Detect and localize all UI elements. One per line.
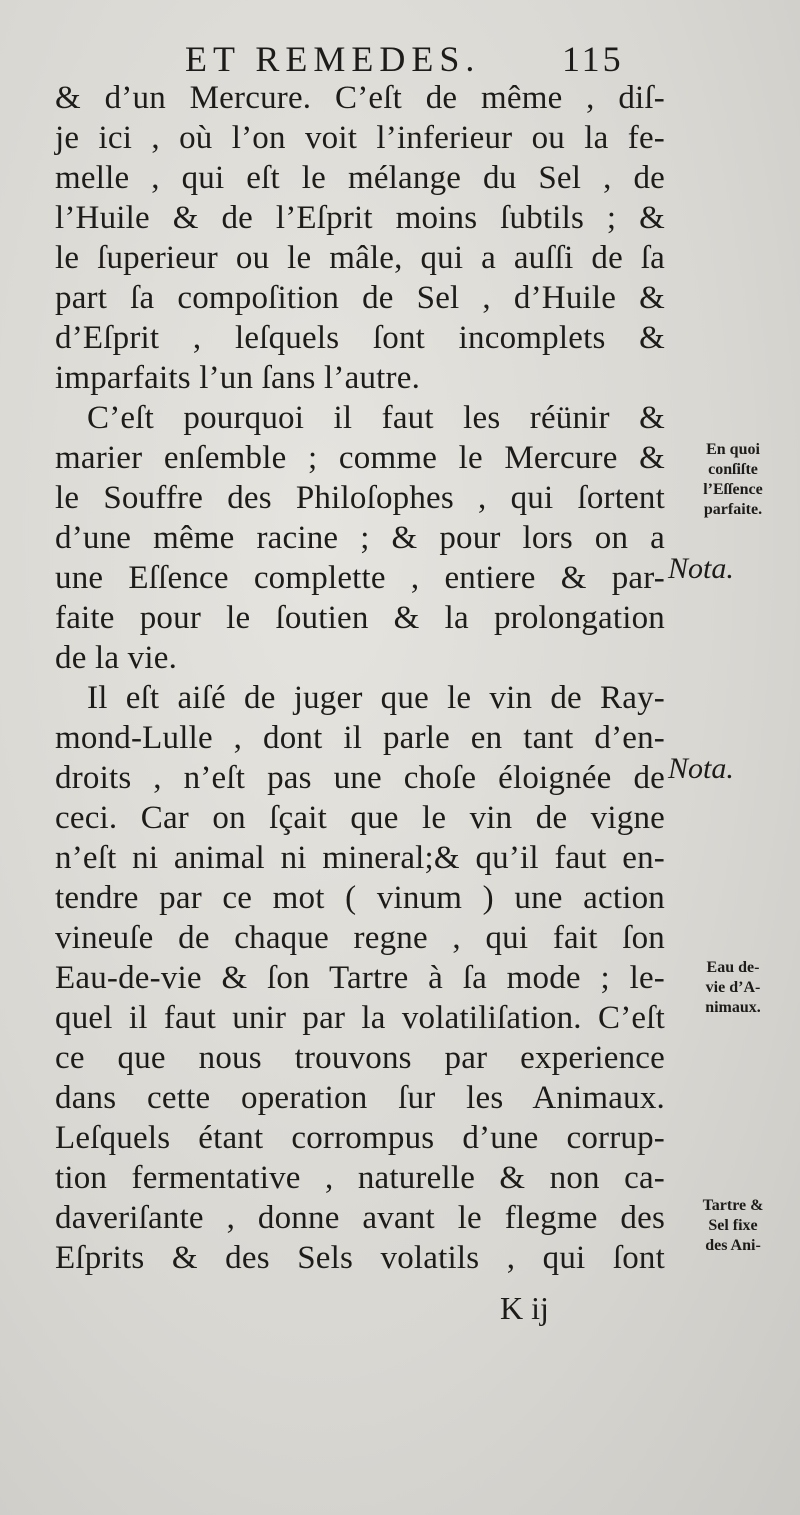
text-line: faite pour le ſoutien & la prolongation [55,600,665,636]
text-line: part ſa compoſition de Sel , d’Huile & [55,280,665,316]
text-line: d’une même racine ; & pour lors on a [55,520,665,556]
margin-note-eau-de-vie: Eau de- vie d’A- nimaux. [705,959,761,1016]
signature-mark: K ij [500,1290,549,1326]
text-line: tendre par ce mot ( vinum ) une action [55,880,665,916]
text-line: & d’un Mercure. C’eſt de même , diſ- [55,80,665,116]
text-line: je ici , où l’on voit l’inferieur ou la fe- [55,120,665,156]
text-line: Leſquels étant corrompus d’une corrup- [55,1120,665,1156]
text-line: vineuſe de chaque regne , qui fait ſon [55,920,665,956]
text-line: Eau-de-vie & ſon Tartre à ſa mode ; le- [55,960,665,996]
margin-note-tartre: Tartre & Sel fixe des Ani- [702,1197,764,1254]
text-line: ce que nous trouvons par experience [55,1040,665,1076]
page-number: 115 [562,39,624,79]
text-line: droits , n’eſt pas une choſe éloignée de [55,760,665,796]
text-line: d’Eſprit , leſquels ſont incomplets & [55,320,665,356]
text-line: tion fermentative , naturelle & non ca- [55,1160,665,1196]
text-line: de la vie. [55,640,178,676]
text-line: une Eſſence complette , entiere & par- [55,560,665,596]
running-title: ET REMEDES. [185,39,481,79]
text-line: C’eſt pourquoi il faut les réünir & [87,400,665,436]
text-line: le ſuperieur ou le mâle, qui a auſſi de ſa [55,240,665,276]
text-line: dans cette operation ſur les Animaux. [55,1080,665,1116]
margin-note-nota: Nota. [668,552,734,585]
text-line: mond-Lulle , dont il parle en tant d’en- [55,720,665,756]
text-line: Il eſt aiſé de juger que le vin de Ray- [87,680,665,716]
main-text-block [55,78,665,1278]
text-line: ceci. Car on ſçait que le vin de vigne [55,800,665,836]
text-line: le Souffre des Philoſophes , qui ſortent [55,480,665,516]
text-line: n’eſt ni animal ni mineral;& qu’il faut en- [55,840,665,876]
margin-note-nota: Nota. [668,752,734,785]
text-line: Eſprits & des Sels volatils , qui ſont [55,1240,665,1276]
margin-note-essence: En quoi conſiſte l’Eſſence parfaite. [703,441,763,518]
text-line: daveriſante , donne avant le flegme des [55,1200,665,1236]
text-line: quel il faut unir par la volatiliſation. C’eſt [55,1000,665,1036]
text-line: l’Huile & de l’Eſprit moins ſubtils ; & [55,200,665,236]
text-line: imparfaits l’un ſans l’autre. [55,360,421,396]
text-line: melle , qui eſt le mélange du Sel , de [55,160,665,196]
text-line: marier enſemble ; comme le Mercure & [55,440,665,476]
